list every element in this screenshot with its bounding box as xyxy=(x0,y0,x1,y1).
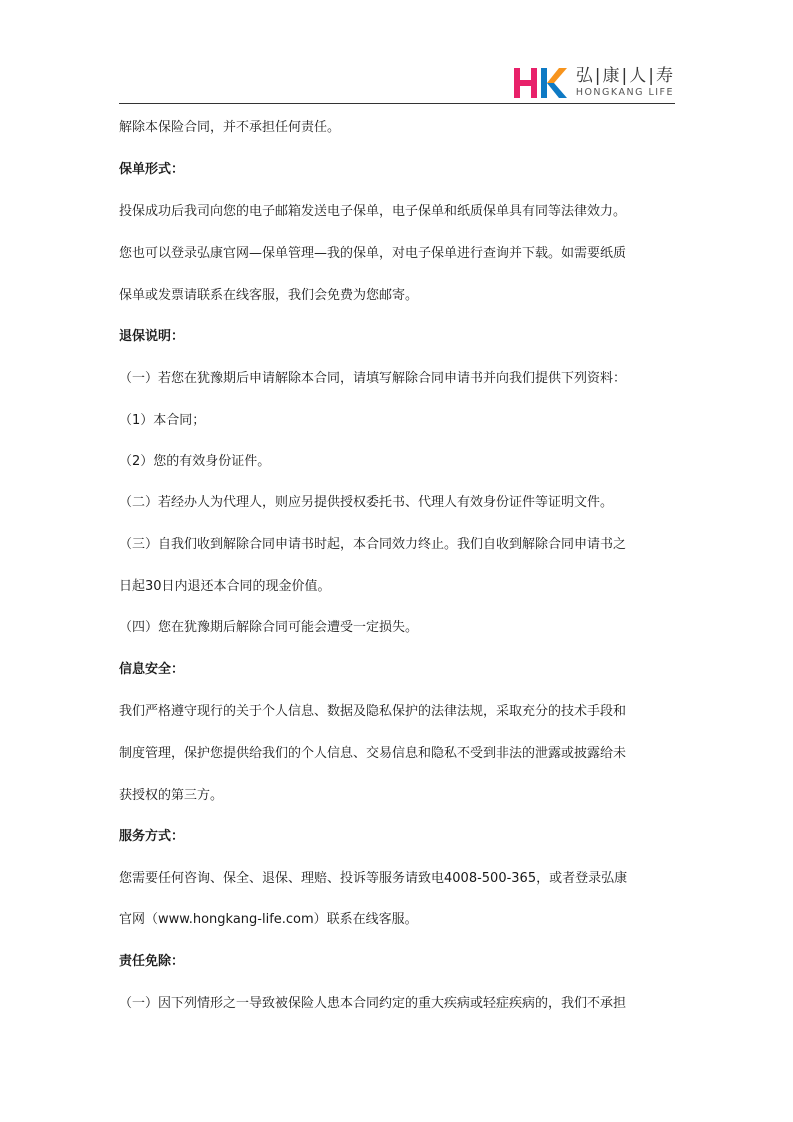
section-heading-service: 服务方式： xyxy=(119,829,185,844)
body-text-line: （四）您在犹豫期后解除合同可能会遭受一定损失。 xyxy=(119,620,419,635)
hk-logo-mark xyxy=(514,66,574,100)
section-heading-info-security: 信息安全： xyxy=(119,662,185,677)
body-text-line: （二）若经办人为代理人，则应另提供授权委托书、代理人有效身份证件等证明文件。 xyxy=(119,495,614,510)
body-text-line: 您也可以登录弘康官网—保单管理—我的保单，对电子保单进行查询并下载。如需要纸质 xyxy=(119,246,627,261)
body-text-line: 投保成功后我司向您的电子邮箱发送电子保单，电子保单和纸质保单具有同等法律效力。 xyxy=(119,204,627,219)
body-text-line: 制度管理，保护您提供给我们的个人信息、交易信息和隐私不受到非法的泄露或披露给未 xyxy=(119,746,627,761)
body-text-line: （三）自我们收到解除合同申请书时起，本合同效力终止。我们自收到解除合同申请书之 xyxy=(119,537,627,552)
section-heading-surrender: 退保说明： xyxy=(119,329,185,344)
logo-english-name: HONGKANG LIFE xyxy=(575,87,675,98)
body-text-line: （1）本合同； xyxy=(119,413,206,428)
logo-chinese-name: 弘|康|人|寿 xyxy=(575,66,675,86)
section-heading-policy-form: 保单形式： xyxy=(119,162,185,177)
page-header xyxy=(119,60,675,106)
body-text-line: （一）因下列情形之一导致被保险人患本合同约定的重大疾病或轻症疾病的，我们不承担 xyxy=(119,996,627,1011)
body-text-line: 日起30日内退还本合同的现金价值。 xyxy=(119,579,331,594)
section-heading-exclusions: 责任免除： xyxy=(119,954,185,969)
body-text-line: 您需要任何咨询、保全、退保、理赔、投诉等服务请致电4008-500-365，或者登录弘康 xyxy=(119,871,628,886)
body-text-line: 官网（www.hongkang-life.com）联系在线客服。 xyxy=(119,912,418,927)
header-divider xyxy=(119,103,675,104)
body-text-line: 保单或发票请联系在线客服，我们会免费为您邮寄。 xyxy=(119,288,419,303)
body-text-line: （一）若您在犹豫期后申请解除本合同，请填写解除合同申请书并向我们提供下列资料： xyxy=(119,371,627,386)
body-text-line: 获授权的第三方。 xyxy=(119,788,224,803)
body-text-line: （2）您的有效身份证件。 xyxy=(119,454,271,469)
hongkang-logo xyxy=(514,65,675,101)
body-text-line: 解除本保险合同，并不承担任何责任。 xyxy=(119,120,341,135)
body-text-line: 我们严格遵守现行的关于个人信息、数据及隐私保护的法律法规，采取充分的技术手段和 xyxy=(119,704,627,719)
